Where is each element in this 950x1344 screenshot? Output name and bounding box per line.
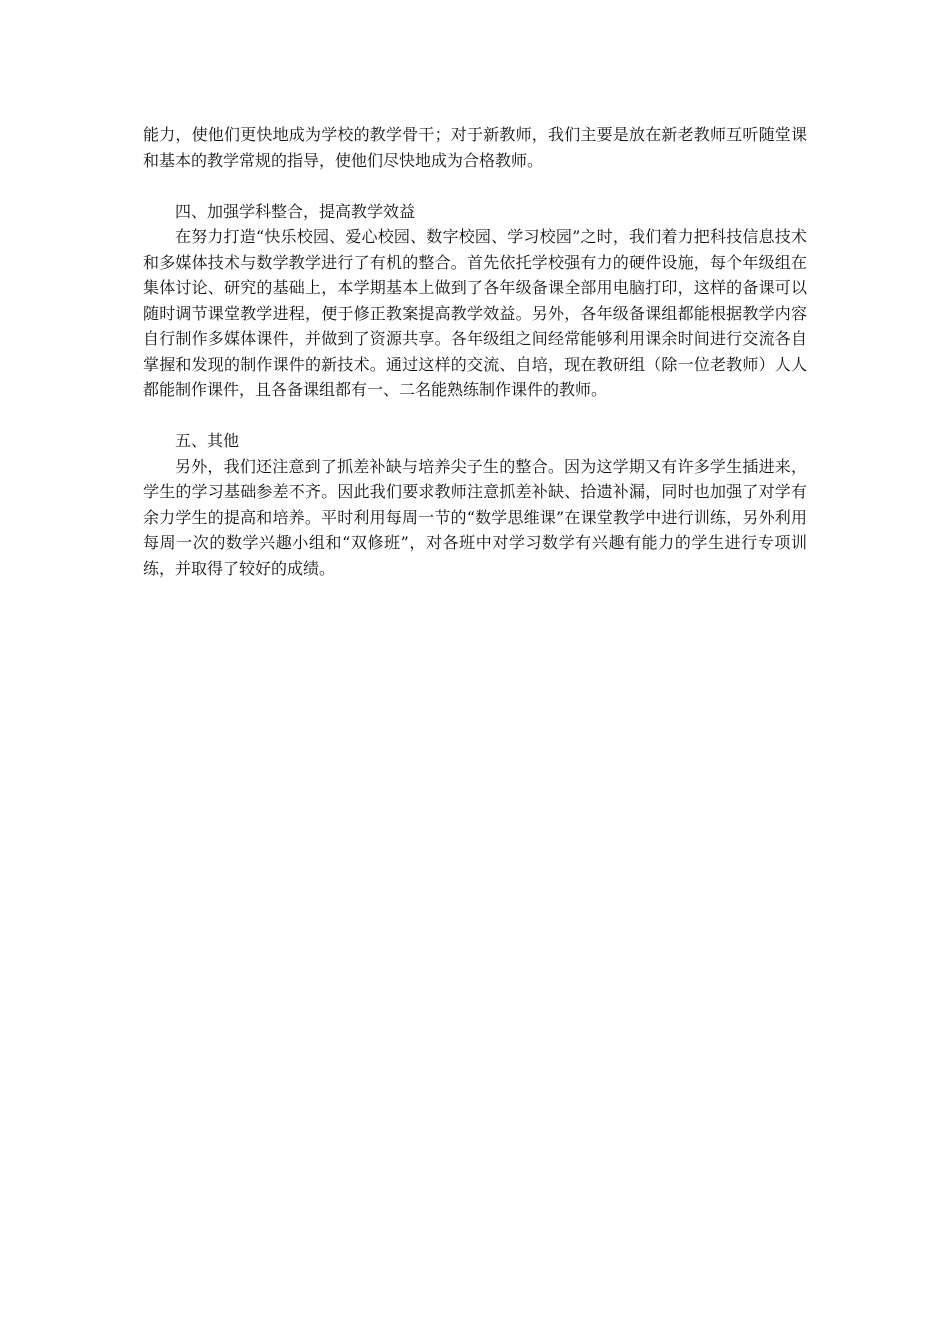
- paragraph-gap: [143, 403, 807, 429]
- continuation-paragraph: 能力，使他们更快地成为学校的教学骨干；对于新教师，我们主要是放在新老教师互听随堂课和基本的教学常规的指导，使他们尽快地成为合格教师。: [143, 125, 807, 170]
- section-5-heading: 五、其他: [175, 431, 240, 450]
- document-body: [143, 122, 807, 581]
- section-4-paragraph: 在努力打造“快乐校园、爱心校园、数字校园、学习校园”之时，我们着力把科技信息技术和多媒体技术与数学教学进行了有机的整合。首先依托学校强有力的硬件设施，每个年级组在集体讨论、研究的基础上，本学期基本上做到了各年级备课全部用电脑打印，这样的备课可以随时调节课堂教学进程，便于修正教案提高教学效益。另外，各年级备课组都能根据教学内容自行制作多媒体课件，并做到了资源共享。各年级组之间经常能够利用课余时间进行交流各自掌握和发现的制作课件的新技术。通过这样的交流、自培，现在教研组（除一位老教师）人人都能制作课件，且各备课组都有一、二名能熟练制作课件的教师。: [143, 227, 807, 399]
- section-4-heading: 四、加强学科整合，提高教学效益: [175, 201, 416, 221]
- paragraph-gap: [143, 173, 807, 199]
- section-5-paragraph: 另外，我们还注意到了抓差补缺与培养尖子生的整合。因为这学期又有许多学生插进来，学生的学习基础参差不齐。因此我们要求教师注意抓差补缺、拾遗补漏，同时也加强了对学有余力学生的提高和培养。平时利用每周一节的“数学思维课”在课堂教学中进行训练，另外利用每周一次的数学兴趣小组和“双修班”，对各班中对学习数学有兴趣有能力的学生进行专项训练，并取得了较好的成绩。: [143, 456, 807, 578]
